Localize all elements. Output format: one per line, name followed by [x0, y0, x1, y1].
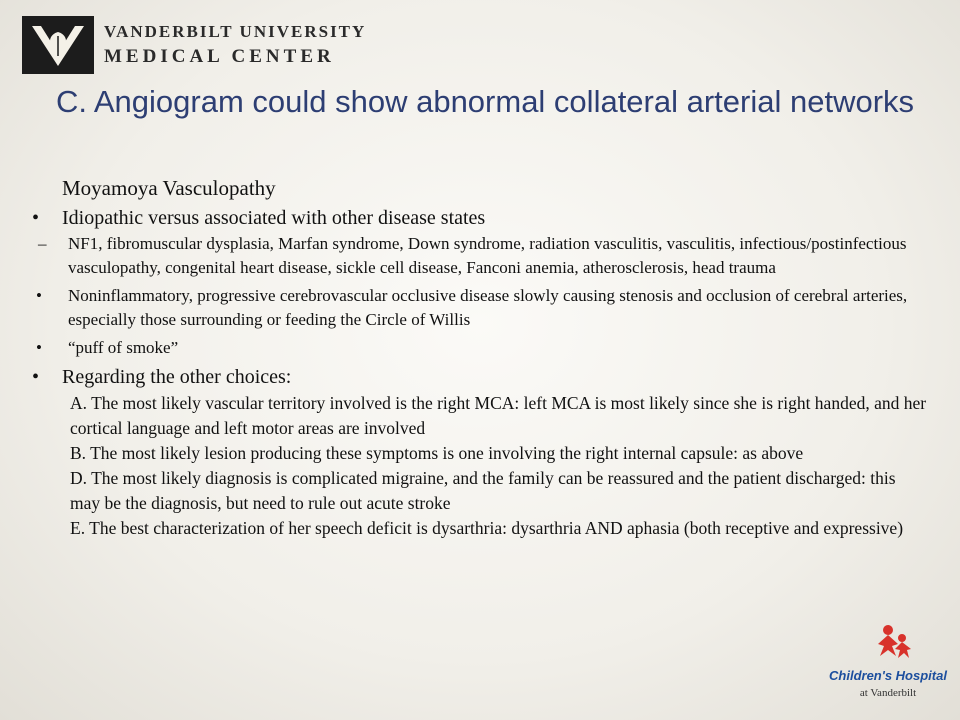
childrens-hospital-text: Children's Hospital — [829, 668, 947, 683]
choice-item: A. The most likely vascular territory involved is the right MCA: left MCA is most likely since she is right handed, and her cortical language and left motor areas are involved — [70, 393, 927, 438]
brand-line-2: MEDICAL CENTER — [104, 46, 335, 67]
sub-bullet-text: NF1, fibromuscular dysplasia, Marfan syndrome, Down syndrome, radiation vasculitis, vasculitis, infectious/postinfectious vasculopathy, congenital heart disease, sickle cell disease, Fanconi anemia, atherosclerosis, head trauma — [68, 234, 907, 277]
bullet-marker: • — [32, 207, 40, 229]
bullet-item — [30, 364, 930, 391]
section-heading: Moyamoya Vasculopathy — [62, 176, 276, 200]
bullet-text: Idiopathic versus associated with other disease states — [62, 207, 486, 229]
choice-item: D. The most likely diagnosis is complicated migraine, and the family can be reassured and the patient discharged: this may be the diagnosis, but need to rule out acute stroke — [70, 468, 896, 513]
slide-content — [30, 176, 930, 541]
choice-item: E. The best characterization of her speech deficit is dysarthria: dysarthria AND aphasia (both receptive and expressive) — [70, 518, 904, 538]
at-vanderbilt-text: at Vanderbilt — [859, 687, 917, 699]
brand-line-1: VANDERBILT UNIVERSITY — [104, 22, 367, 41]
bullet-marker: • — [32, 366, 40, 388]
bullet-item — [30, 284, 930, 332]
slide-title: C. Angiogram could show abnormal collateral arterial networks — [55, 84, 915, 119]
bullet-item — [30, 336, 930, 360]
vumc-logo — [22, 16, 94, 74]
bullet-text: Noninflammatory, progressive cerebrovascular occlusive disease slowly causing stenosis and occlusion of cerebral arteries, especially those surrounding or feeding the Circle of Willis — [68, 286, 908, 329]
sub-bullet-item — [30, 232, 930, 280]
choice-item: B. The most likely lesion producing these symptoms is one involving the right internal capsule: as above — [70, 443, 804, 463]
vumc-oak-leaf-icon — [28, 20, 88, 70]
bullet-text: “puff of smoke” — [68, 338, 179, 357]
childrens-figures-icon — [878, 625, 911, 658]
brand-wordmark — [104, 22, 366, 68]
bullet-marker: • — [36, 338, 42, 357]
bullet-text: Regarding the other choices: — [62, 366, 292, 388]
bullet-item — [30, 205, 930, 232]
dash-marker: – — [38, 234, 47, 253]
bullet-marker: • — [36, 286, 42, 305]
childrens-hospital-logo — [828, 622, 948, 706]
